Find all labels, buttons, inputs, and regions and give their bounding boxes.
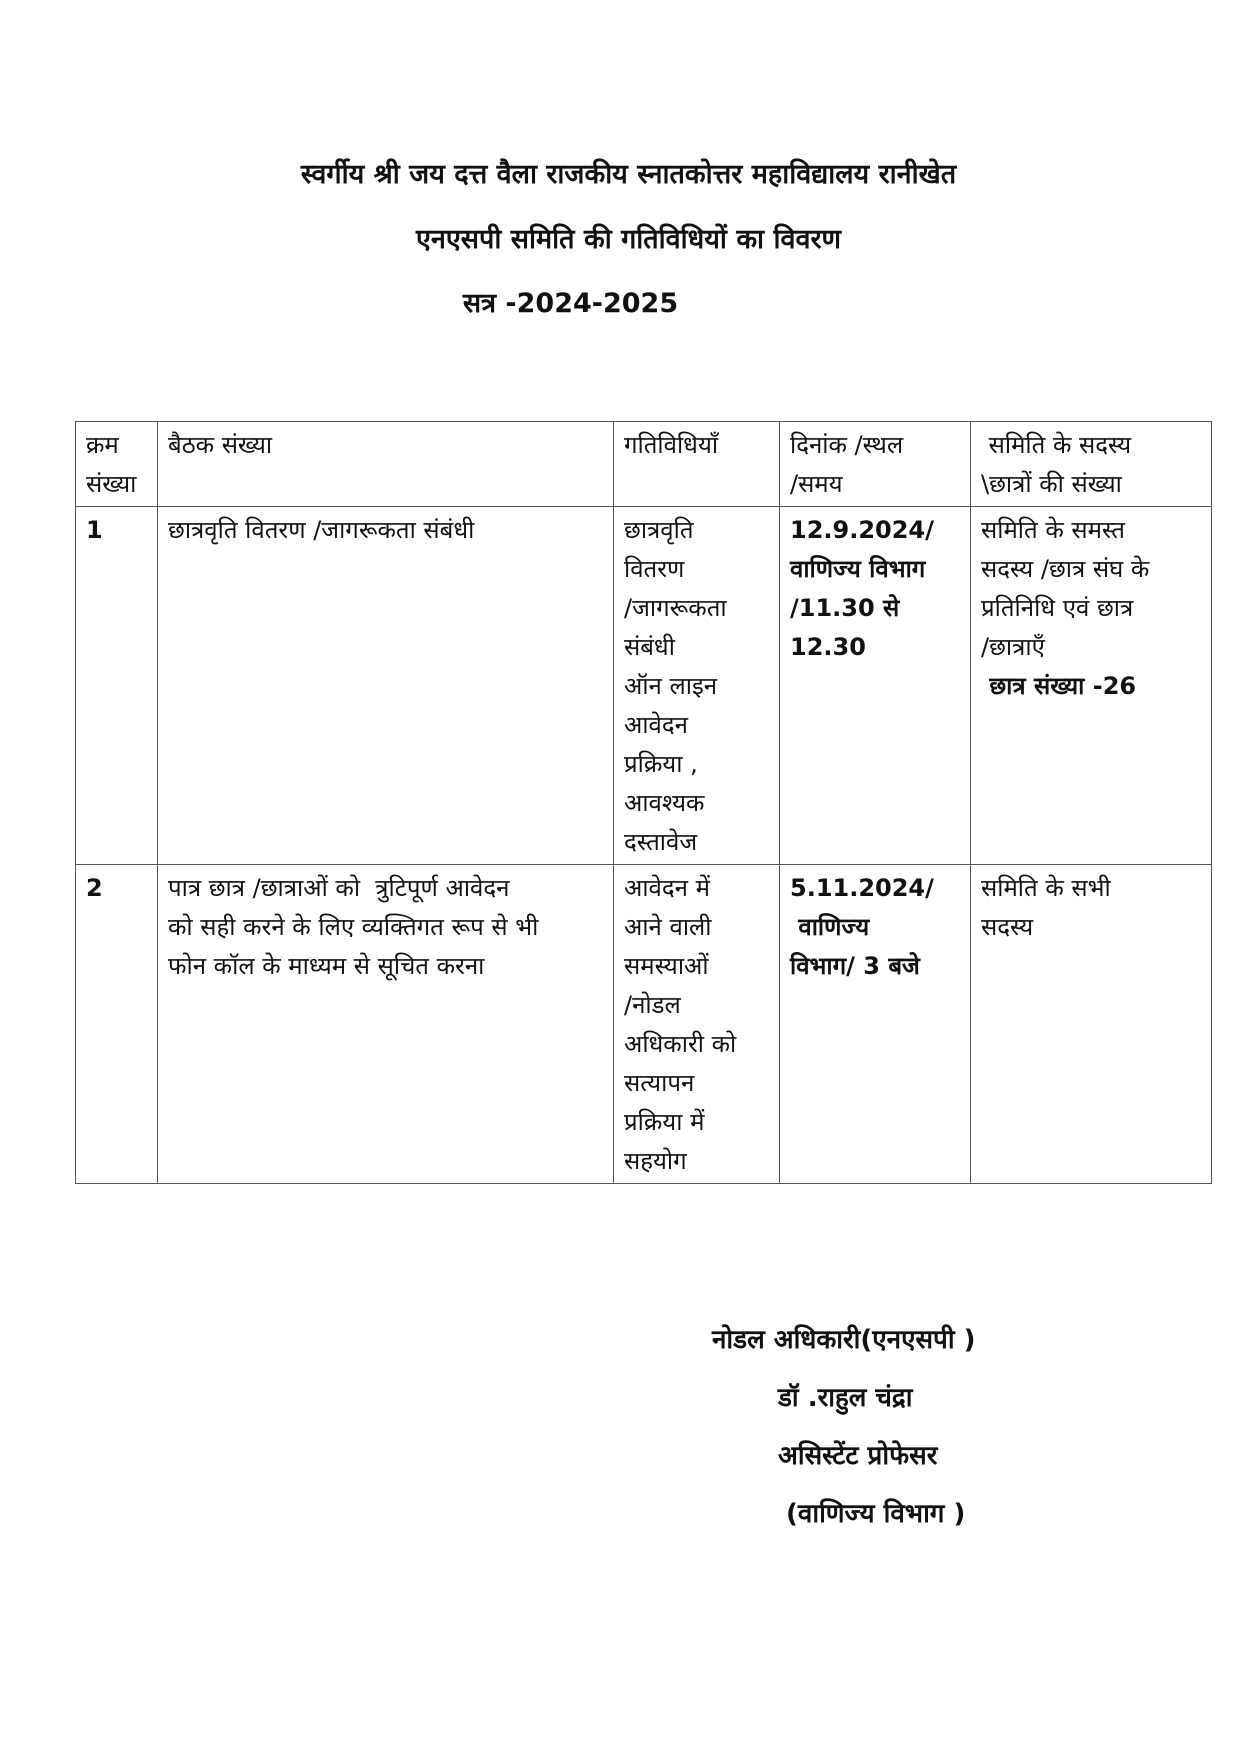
signature-block <box>640 1311 1060 1543</box>
header-members: समिति के सदस्य \छात्रों की संख्या <box>971 422 1212 507</box>
header-activities: गतिविधियाँ <box>614 422 780 507</box>
table-header-row <box>76 422 1212 507</box>
activities-table <box>75 421 1212 1184</box>
table-row <box>76 507 1212 865</box>
meeting-cell: पात्र छात्र /छात्राओं को त्रुटिपूर्ण आवेदन को सही करने के लिए व्यक्तिगत रूप से भी फोन कॉल के माध्यम से सूचित करना <box>158 865 614 1184</box>
members-cell: समिति के सभी सदस्य <box>971 865 1212 1184</box>
date-place-cell: 5.11.2024/ वाणिज्य विभाग/ 3 बजे <box>780 865 971 1184</box>
serial-number: 1 <box>76 507 158 865</box>
college-name: स्वर्गीय श्री जय दत्त वैला राजकीय स्नातकोत्तर महाविद्यालय रानीखेत <box>300 159 957 190</box>
table-row <box>76 865 1212 1184</box>
header-serial: क्रम संख्या <box>76 422 158 507</box>
signature-department: (वाणिज्य विभाग ) <box>786 1499 966 1529</box>
members-cell: समिति के समस्त सदस्य /छात्र संघ के प्रतिनिधि एवं छात्र /छात्राएँ छात्र संख्या -26 <box>971 507 1212 865</box>
signature-title: असिस्टेंट प्रोफेसर <box>778 1441 938 1471</box>
meeting-cell: छात्रवृति वितरण /जागरूकता संबंधी <box>158 507 614 865</box>
signature-designation: नोडल अधिकारी(एनएसपी ) <box>712 1325 976 1355</box>
header-date-place-time: दिनांक /स्थल /समय <box>780 422 971 507</box>
activities-cell: छात्रवृति वितरण /जागरूकता संबंधी ऑन लाइन आवेदन प्रक्रिया , आवश्यक दस्तावेज <box>614 507 780 865</box>
document-subtitle: एनएसपी समिति की गतिविधियों का विवरण <box>415 224 842 255</box>
signature-name: डॉ .राहुल चंद्रा <box>778 1383 913 1413</box>
header-meeting: बैठक संख्या <box>158 422 614 507</box>
session-year: सत्र -2024-2025 <box>462 288 679 319</box>
serial-number: 2 <box>76 865 158 1184</box>
date-place-cell: 12.9.2024/ वाणिज्य विभाग /11.30 से 12.30 <box>780 507 971 865</box>
activities-cell: आवेदन में आने वाली समस्याओं /नोडल अधिकारी को सत्यापन प्रक्रिया में सहयोग <box>614 865 780 1184</box>
